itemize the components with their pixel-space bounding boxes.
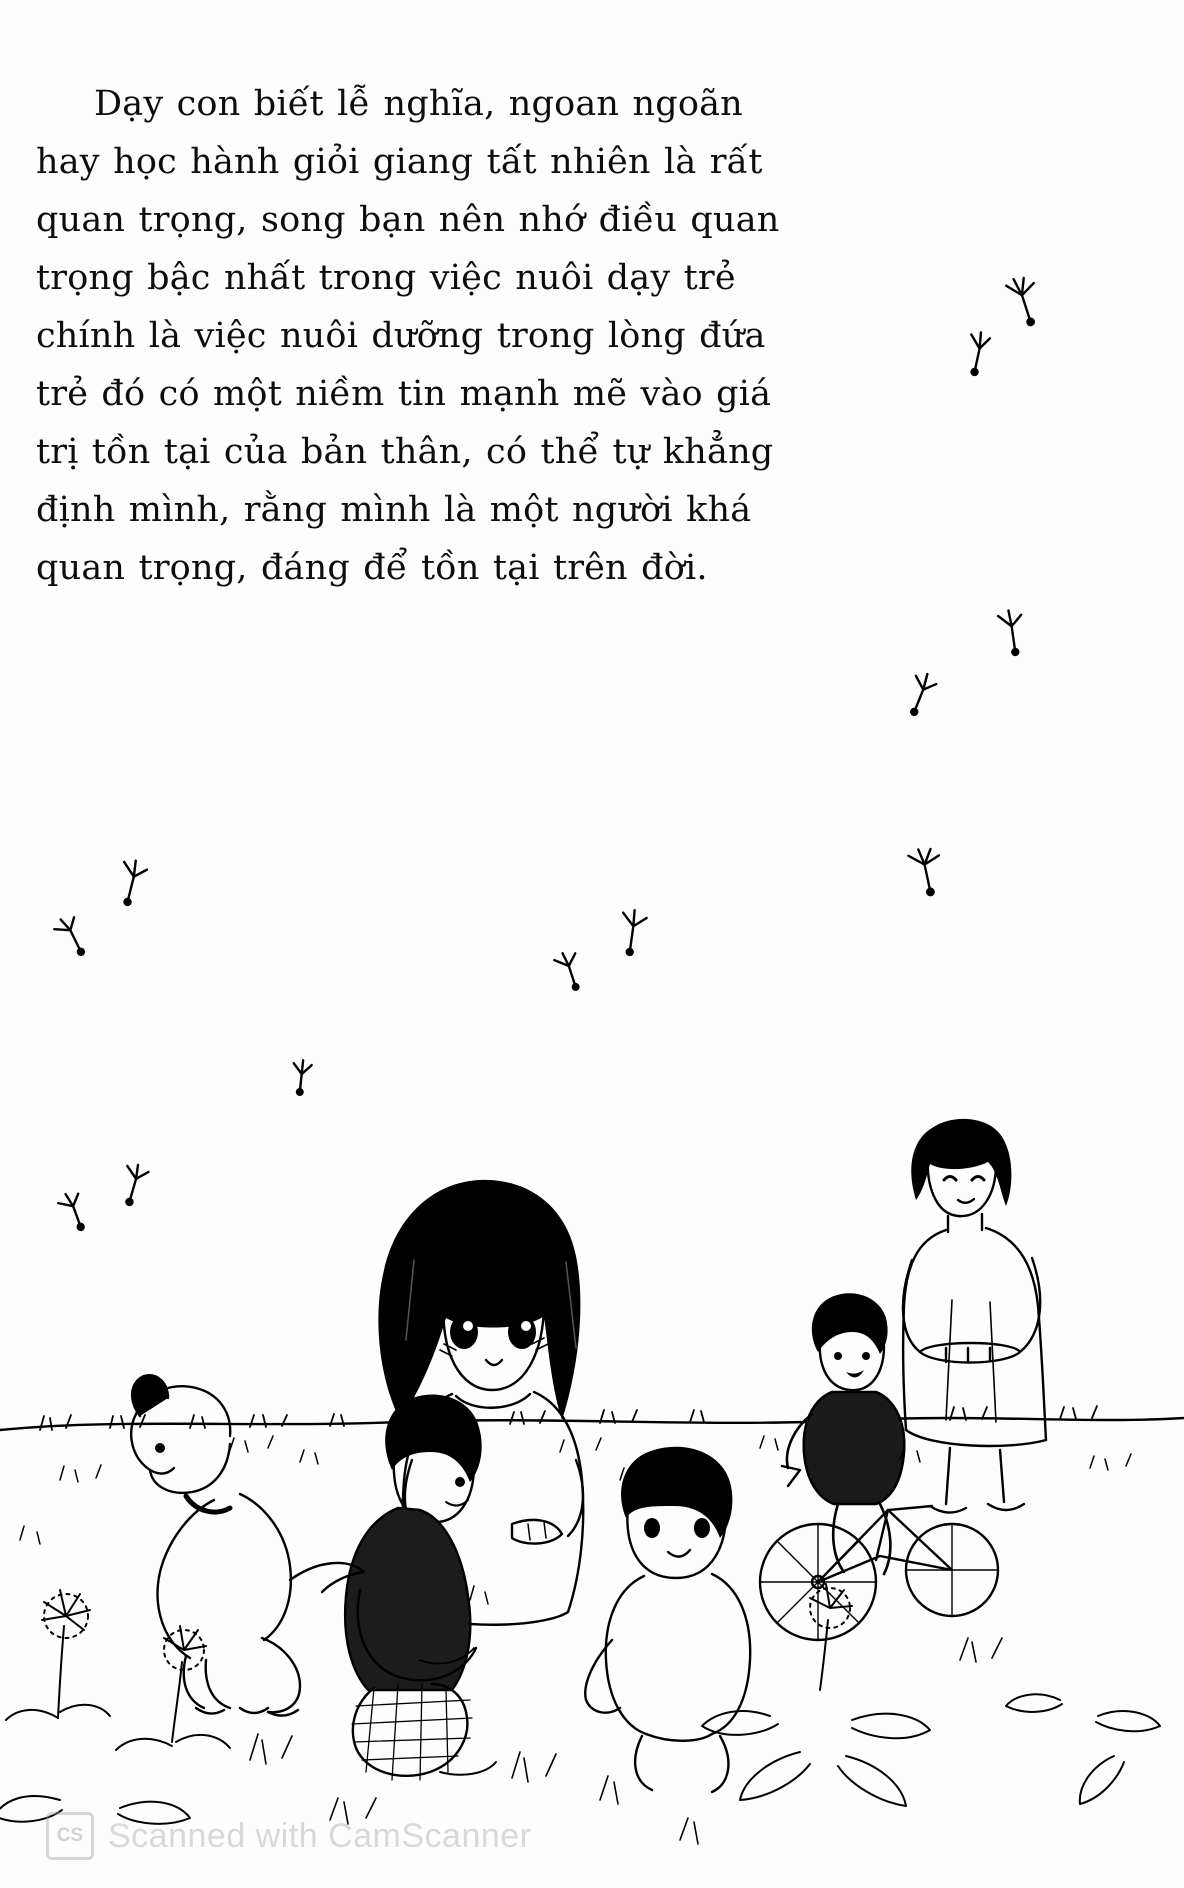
foreground-plants <box>0 1584 1160 1844</box>
figure-toddler <box>585 1447 750 1792</box>
camscanner-watermark <box>46 1812 532 1860</box>
field-texture <box>20 1436 1131 1604</box>
figure-girl-long-hair <box>378 1180 583 1625</box>
figure-boy-sitting <box>345 1394 496 1780</box>
figure-boy-on-bicycle <box>760 1293 998 1640</box>
grass-tufts <box>40 1406 1097 1430</box>
camscanner-watermark-text: Scanned with CamScanner <box>108 1816 532 1855</box>
figure-dog <box>131 1375 364 1715</box>
figure-woman <box>903 1119 1046 1513</box>
camscanner-badge-icon: CS <box>46 1812 94 1860</box>
page-body-text: Dạy con biết lễ nghĩa, ngoan ngoãn hay học hành giỏi giang tất nhiên là rất quan trọng, song bạn nên nhớ điều quan trọng bậc nhất trong việc nuôi dạy trẻ chính là việc nuôi dưỡng trong lòng đứa trẻ đó có một niềm tin mạnh mẽ vào giá trị tồn tại của bản thân, có thể tự khẳng định mình, rằng mình là một người khá quan trọng, đáng để tồn tại trên đời. <box>36 84 780 588</box>
ground-horizon <box>0 1418 1184 1430</box>
